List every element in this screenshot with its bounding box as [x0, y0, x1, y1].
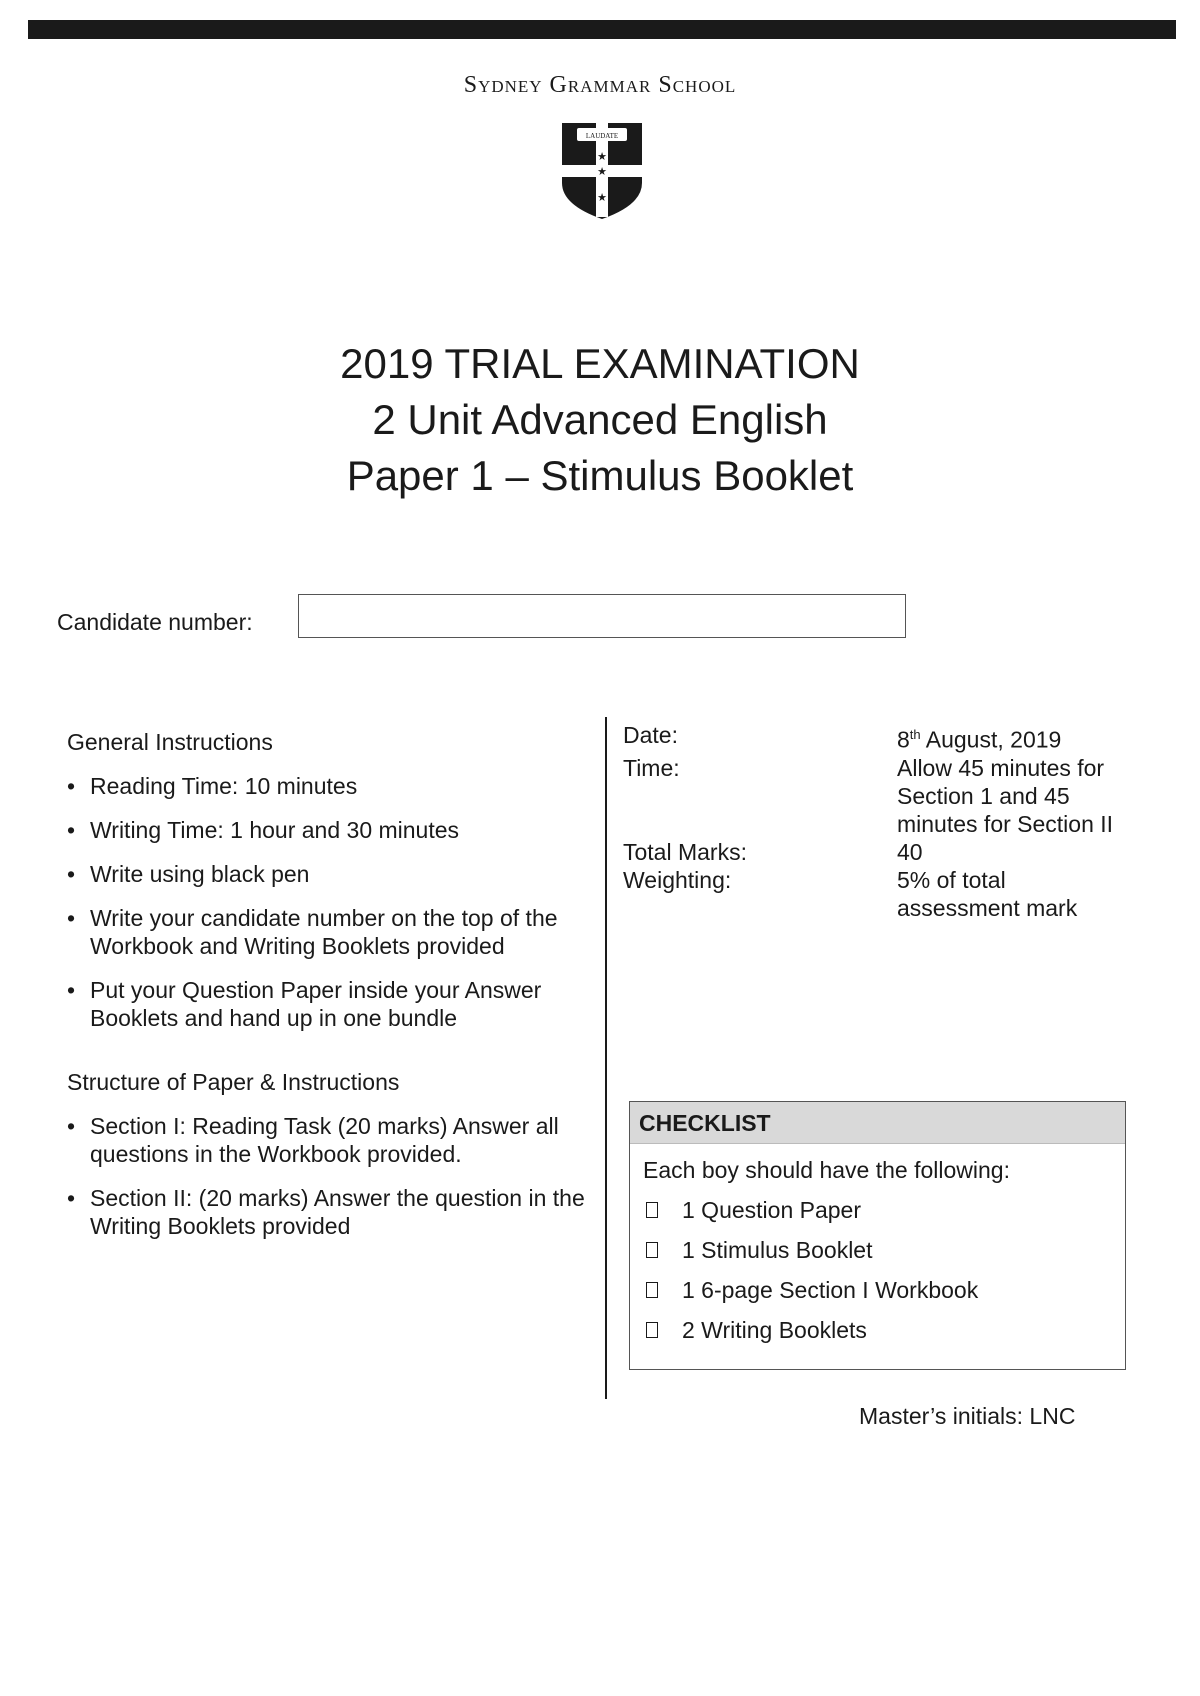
checklist-item-label: 2 Writing Booklets	[682, 1317, 867, 1343]
checklist-item	[643, 1316, 1125, 1344]
checklist-items	[630, 1196, 1125, 1344]
structure-item: • Section II: (20 marks) Answer the question in the Writing Booklets provided	[67, 1184, 587, 1240]
candidate-number-label: Candidate number:	[57, 609, 253, 635]
exam-title-line-2: 2 Unit Advanced English	[372, 396, 828, 443]
info-row-date	[623, 721, 1127, 754]
checklist-intro: Each boy should have the following:	[643, 1157, 1010, 1183]
svg-text:★: ★	[597, 151, 607, 163]
exam-info-table	[623, 721, 1127, 922]
checkbox-icon[interactable]	[646, 1242, 658, 1258]
school-name: Sydney Grammar School	[463, 72, 737, 98]
crest-star-right: ★	[618, 166, 628, 178]
total-marks-value: 40	[897, 838, 923, 865]
general-instructions-heading: General Instructions	[67, 729, 273, 755]
crest-star-left: ★	[576, 166, 586, 178]
date-label: Date:	[623, 722, 678, 748]
exam-title-block	[0, 336, 1200, 504]
instruction-item: • Write using black pen	[67, 860, 587, 888]
checklist-item-label: 1 Question Paper	[682, 1197, 862, 1223]
exam-title-line-3: Paper 1 – Stimulus Booklet	[346, 452, 854, 499]
exam-title-line-1: 2019 TRIAL EXAMINATION	[340, 340, 860, 387]
checklist-item	[643, 1196, 1125, 1224]
checklist-item-label: 1 Stimulus Booklet	[682, 1237, 873, 1263]
checklist-heading: CHECKLIST	[630, 1102, 1125, 1144]
instructions-column	[67, 728, 587, 1240]
instruction-item: • Reading Time: 10 minutes	[67, 772, 587, 800]
date-value: 8th August, 2019	[897, 726, 1062, 753]
structure-item: • Section I: Reading Task (20 marks) Answer all questions in the Workbook provided.	[67, 1112, 587, 1168]
time-label: Time:	[623, 754, 680, 781]
top-rule	[28, 20, 1176, 39]
checkbox-icon[interactable]	[646, 1322, 658, 1338]
instruction-item: • Write your candidate number on the top of the Workbook and Writing Booklets provided	[67, 904, 587, 960]
weighting-value: 5% of total assessment mark	[897, 866, 1078, 921]
instruction-item: • Put your Question Paper inside your Answer Booklets and hand up in one bundle	[67, 976, 587, 1032]
checklist-item	[643, 1276, 1125, 1304]
column-divider	[605, 717, 607, 1399]
time-value: Allow 45 minutes for Section 1 and 45 minutes for Section II	[897, 754, 1114, 837]
info-row-weighting	[623, 866, 1127, 922]
checkbox-icon[interactable]	[646, 1282, 658, 1298]
checkbox-icon[interactable]	[646, 1202, 658, 1218]
crest-motto: LAUDATE	[585, 132, 619, 140]
info-row-time	[623, 754, 1127, 838]
candidate-number-field[interactable]	[298, 594, 906, 638]
checklist-box	[629, 1101, 1126, 1370]
svg-text:★: ★	[597, 166, 607, 178]
instruction-item: • Writing Time: 1 hour and 30 minutes	[67, 816, 587, 844]
general-instructions-list	[67, 772, 587, 1032]
weighting-label: Weighting:	[623, 866, 732, 893]
school-crest-logo	[560, 121, 644, 221]
checklist-item	[643, 1236, 1125, 1264]
checklist-item-label: 1 6-page Section I Workbook	[682, 1277, 979, 1303]
structure-list	[67, 1112, 587, 1240]
svg-text:★: ★	[597, 192, 607, 204]
masters-initials: Master’s initials: LNC	[859, 1403, 1076, 1429]
total-marks-label: Total Marks:	[623, 838, 747, 865]
structure-heading: Structure of Paper & Instructions	[67, 1069, 400, 1095]
info-row-marks	[623, 838, 1127, 866]
